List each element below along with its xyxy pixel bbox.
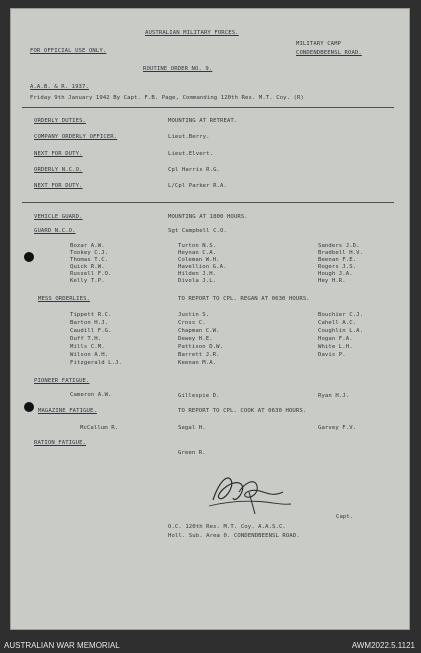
name-entry: Cameron A.W. xyxy=(70,392,112,398)
name-entry: Kelly T.P. xyxy=(70,278,105,284)
name-entry: White L.H. xyxy=(318,344,353,350)
name-entry: Turton N.S. xyxy=(178,243,217,249)
name-entry: Segal H. xyxy=(178,425,206,431)
name-entry: Green R. xyxy=(178,450,206,456)
signature-line-2: Holl. Sub. Area 0. CONDENDBEENSL ROAD. xyxy=(168,533,300,539)
order-title: ROUTINE ORDER NO. 9. xyxy=(143,66,213,72)
name-entry: Chapman C.W. xyxy=(178,328,220,334)
duty-label: COMPANY ORDERLY OFFICER. xyxy=(34,134,118,140)
date-line: Friday 9th January 1942 By Capt. F.B. Page, Commanding 120th Res. M.T. Coy. (R) xyxy=(30,95,304,101)
name-entry: Rogers J.S. xyxy=(318,264,357,270)
name-entry: Davis P. xyxy=(318,352,346,358)
guard-nco-label: GUARD N.C.O. xyxy=(34,228,76,234)
punch-hole-bottom xyxy=(24,402,34,412)
signature-line-1: O.C. 120th Res. M.T. Coy. A.A.S.C. xyxy=(168,524,286,530)
name-entry: Havellion G.A. xyxy=(178,264,227,270)
name-entry: Barrett J.R. xyxy=(178,352,220,358)
duty-label: ORDERLY N.C.O. xyxy=(34,167,83,173)
name-entry: Heynan C.A. xyxy=(178,250,217,256)
camp-line-2: CONDENDBEENSL ROAD. xyxy=(296,50,362,56)
handwritten-signature xyxy=(205,462,295,517)
name-entry: Tippett R.C. xyxy=(70,312,112,318)
name-entry: McCallum R. xyxy=(80,425,119,431)
name-entry: Hilden J.H. xyxy=(178,271,217,277)
name-entry: Cross C. xyxy=(178,320,206,326)
duty-value: MOUNTING AT RETREAT. xyxy=(168,118,238,124)
camp-line-1: MILITARY CAMP xyxy=(296,41,342,47)
name-entry: Bouchier C.J. xyxy=(318,312,364,318)
archive-name: AUSTRALIAN WAR MEMORIAL xyxy=(4,641,120,650)
duty-label: ORDERLY DUTIES. xyxy=(34,118,87,124)
name-entry: Thomas T.C. xyxy=(70,257,109,263)
name-entry: Garvey F.V. xyxy=(318,425,357,431)
name-entry: Coughlin L.A. xyxy=(318,328,364,334)
name-entry: Russell F.O. xyxy=(70,271,112,277)
name-entry: Bozar A.W. xyxy=(70,243,105,249)
duty-label: NEXT FOR DUTY. xyxy=(34,151,83,157)
section-label: MAGAZINE FATIGUE. xyxy=(38,408,97,414)
regulation-reference: A.A.B. & R. 1937. xyxy=(30,84,89,90)
duty-value: L/Cpl Parker R.A. xyxy=(168,183,227,189)
name-entry: Caudill F.G. xyxy=(70,328,112,334)
section-label: VEHICLE GUARD. xyxy=(34,214,83,220)
name-entry: Ryan H.J. xyxy=(318,393,350,399)
name-entry: Gillespie D. xyxy=(178,393,220,399)
duty-value: Cpl Harris R.G. xyxy=(168,167,221,173)
section-label: RATION FATIGUE. xyxy=(34,440,87,446)
section-label: MESS ORDERLIES. xyxy=(38,296,91,302)
archive-footer xyxy=(0,638,421,653)
name-entry: Keenan M.A. xyxy=(178,360,217,366)
duty-label: NEXT FOR DUTY. xyxy=(34,183,83,189)
section-note: TO REPORT TO CPL. COOK AT 0630 HOURS. xyxy=(178,408,307,414)
duty-value: Lieut.Berry. xyxy=(168,134,210,140)
name-entry: Pattison D.W. xyxy=(178,344,224,350)
name-entry: Quick R.W. xyxy=(70,264,105,270)
name-entry: Bradbell H.V. xyxy=(318,250,364,256)
name-entry: Divola J.L. xyxy=(178,278,217,284)
signature-rank: Capt. xyxy=(336,514,354,520)
punch-hole-top xyxy=(24,252,34,262)
name-entry: Barton H.J. xyxy=(70,320,109,326)
document-title: AUSTRALIAN MILITARY FORCES. xyxy=(145,30,239,36)
guard-nco-value: Sgt Campbell C.O. xyxy=(168,228,227,234)
name-entry: Dewey H.E. xyxy=(178,336,213,342)
name-entry: Beenan F.E. xyxy=(318,257,357,263)
name-entry: Tookey C.J. xyxy=(70,250,109,256)
name-entry: Justin S. xyxy=(178,312,210,318)
name-entry: Fitzgerald L.J. xyxy=(70,360,123,366)
divider xyxy=(22,202,394,203)
section-label: PIONEER FATIGUE. xyxy=(34,378,90,384)
name-entry: Hey H.R. xyxy=(318,278,346,284)
name-entry: Coleman W.H. xyxy=(178,257,220,263)
name-entry: Hough J.A. xyxy=(318,271,353,277)
name-entry: Sanders J.D. xyxy=(318,243,360,249)
name-entry: Mills C.M. xyxy=(70,344,105,350)
name-entry: Duff T.H. xyxy=(70,336,102,342)
name-entry: Cahell A.C. xyxy=(318,320,357,326)
section-note: TO REPORT TO CPL. REGAN AT 0630 HOURS. xyxy=(178,296,310,302)
restriction-label: FOR OFFICIAL USE ONLY. xyxy=(30,48,107,54)
section-note: MOUNTING AT 1800 HOURS. xyxy=(168,214,248,220)
name-entry: Wilson A.H. xyxy=(70,352,109,358)
duty-value: Lieut.Elvert. xyxy=(168,151,214,157)
archive-reference: AWM2022.5.1121 xyxy=(351,641,415,650)
divider xyxy=(22,107,394,108)
name-entry: Hogan F.A. xyxy=(318,336,353,342)
